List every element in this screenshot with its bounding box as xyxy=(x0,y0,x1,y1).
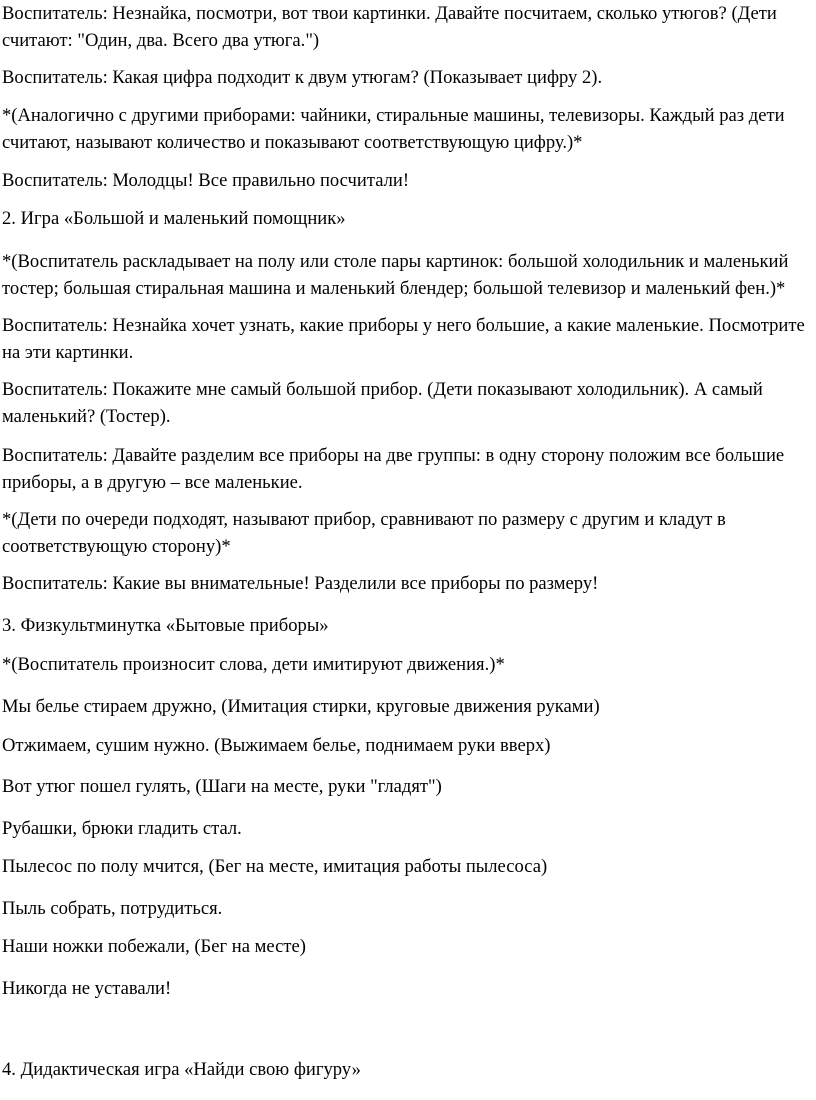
paragraph-2: Воспитатель: Какая цифра подходит к двум утюгам? (Показывает цифру 2). xyxy=(2,67,603,88)
paragraph-1: Воспитатель: Незнайка, посмотри, вот твои картинки. Давайте посчитаем, сколько утюгов? (Дети считают: "Один, два. Всего два утюга.") xyxy=(2,3,777,51)
poem-line-1: Мы белье стираем дружно, (Имитация стирки, круговые движения руками) xyxy=(2,696,600,717)
paragraph-4: Воспитатель: Молодцы! Все правильно посчитали! xyxy=(2,170,410,191)
poem-line-8: Никогда не уставали! xyxy=(2,978,172,999)
paragraph-9: Воспитатель: Давайте разделим все приборы на две группы: в одну сторону положим все большие приборы, а в другую – все маленькие. xyxy=(2,445,785,493)
poem-line-3: Вот утюг пошел гулять, (Шаги на месте, руки "гладят") xyxy=(2,776,442,797)
poem-line-2: Отжимаем, сушим нужно. (Выжимаем белье, поднимаем руки вверх) xyxy=(2,735,551,756)
paragraph-3: *(Аналогично с другими приборами: чайники, стиральные машины, телевизоры. Каждый раз дети считают, называют количество и показывают соответствующую цифру.)* xyxy=(2,105,785,153)
poem-line-6: Пыль собрать, потрудиться. xyxy=(2,898,223,919)
poem-line-7: Наши ножки побежали, (Бег на месте) xyxy=(2,936,306,957)
paragraph-11: Воспитатель: Какие вы внимательные! Разделили все приборы по размеру! xyxy=(2,573,599,594)
paragraph-13: *(Воспитатель произносит слова, дети имитируют движения.)* xyxy=(2,654,505,675)
paragraph-7: Воспитатель: Незнайка хочет узнать, какие приборы у него большие, а какие маленькие. Посмотрите на эти картинки. xyxy=(2,315,805,363)
poem-line-4: Рубашки, брюки гладить стал. xyxy=(2,818,242,839)
section-heading-2: 2. Игра «Большой и маленький помощник» xyxy=(2,208,346,229)
poem-line-5: Пылесос по полу мчится, (Бег на месте, имитация работы пылесоса) xyxy=(2,856,548,877)
paragraph-6: *(Воспитатель раскладывает на полу или столе пары картинок: большой холодильник и маленький тостер; большая стиральная машина и маленький блендер; большой телевизор и маленький фен.)* xyxy=(2,251,789,299)
section-heading-3: 3. Физкультминутка «Бытовые приборы» xyxy=(2,615,329,636)
paragraph-10: *(Дети по очереди подходят, называют прибор, сравнивают по размеру с другим и кладут в соответствующую сторону)* xyxy=(2,509,726,557)
section-heading-4: 4. Дидактическая игра «Найди свою фигуру» xyxy=(2,1059,361,1080)
paragraph-8: Воспитатель: Покажите мне самый большой прибор. (Дети показывают холодильник). А самый маленький? (Тостер). xyxy=(2,379,763,427)
